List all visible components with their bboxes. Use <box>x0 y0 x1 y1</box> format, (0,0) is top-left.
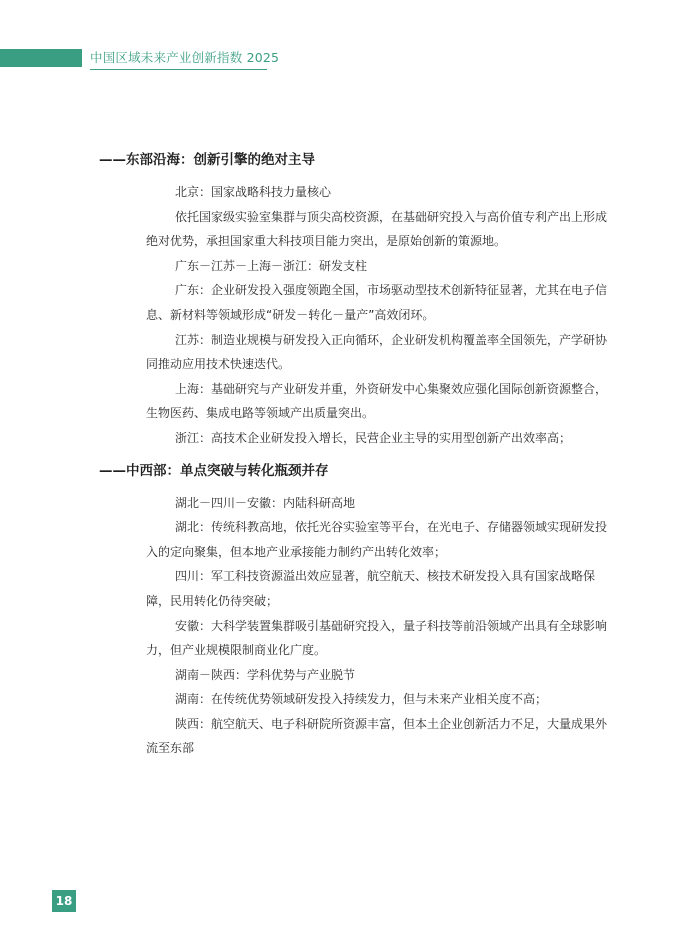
header-accent-bar <box>0 49 82 67</box>
paragraph-shanghai: 上海：基础研究与产业研发并重，外资研发中心集聚效应强化国际创新资源整合，生物医药、集成电路等领域产出质量突出。 <box>146 381 608 421</box>
main-content <box>99 150 611 761</box>
subheading-inland-research: 湖北－四川－安徽：内陆科研高地 <box>175 495 356 510</box>
paragraph-sichuan: 四川：军工科技资源溢出效应显著，航空航天、核技术研发投入具有国家战略保障，民用转化仍待突破； <box>146 569 596 608</box>
paragraph-guangdong: 广东：企业研发投入强度领跑全国，市场驱动型技术创新特征显著，尤其在电子信息、新材料等领域形成“研发－转化－量产”高效闭环。 <box>146 283 608 322</box>
paragraph-shaanxi: 陕西：航空航天、电子科研院所资源丰富，但本土企业创新活力不足，大量成果外流至东部 <box>146 716 608 756</box>
paragraph-hubei: 湖北：传统科教高地，依托光谷实验室等平台，在光电子、存储器领域实现研发投入的定向聚集，但本地产业承接能力制约产出转化效率； <box>146 520 608 559</box>
section-heading-east: ——东部沿海：创新引擎的绝对主导 <box>99 152 315 168</box>
subheading-rd-pillars: 广东－江苏－上海－浙江：研发支柱 <box>175 258 368 273</box>
paragraph-anhui: 安徽：大科学装置集群吸引基础研究投入，量子科技等前沿领域产出具有全球影响力，但产业规模限制商业化广度。 <box>146 618 608 658</box>
subheading-beijing: 北京：国家战略科技力量核心 <box>175 185 332 199</box>
paragraph-hunan: 湖南：在传统优势领域研发投入持续发力，但与未来产业相关度不高； <box>175 692 548 707</box>
subheading-discipline-gap: 湖南－陕西：学科优势与产业脱节 <box>175 667 356 682</box>
page-number: 18 <box>52 890 76 912</box>
paragraph-jiangsu: 江苏：制造业规模与研发投入正向循环，企业研发机构覆盖率全国领先，产学研协同推动应用技术快速迭代。 <box>146 332 608 372</box>
paragraph-zhejiang: 浙江：高技术企业研发投入增长，民营企业主导的实用型创新产出效率高； <box>175 430 572 445</box>
header-underline <box>90 69 267 70</box>
paragraph-beijing: 依托国家级实验室集群与顶尖高校资源，在基础研究投入与高价值专利产出上形成绝对优势，承担国家重大科技项目能力突出，是原始创新的策源地。 <box>146 209 608 249</box>
running-header-title: 中国区域未来产业创新指数 2025 <box>90 50 280 65</box>
section-heading-central-west: ——中西部：单点突破与转化瓶颈并存 <box>99 462 329 479</box>
